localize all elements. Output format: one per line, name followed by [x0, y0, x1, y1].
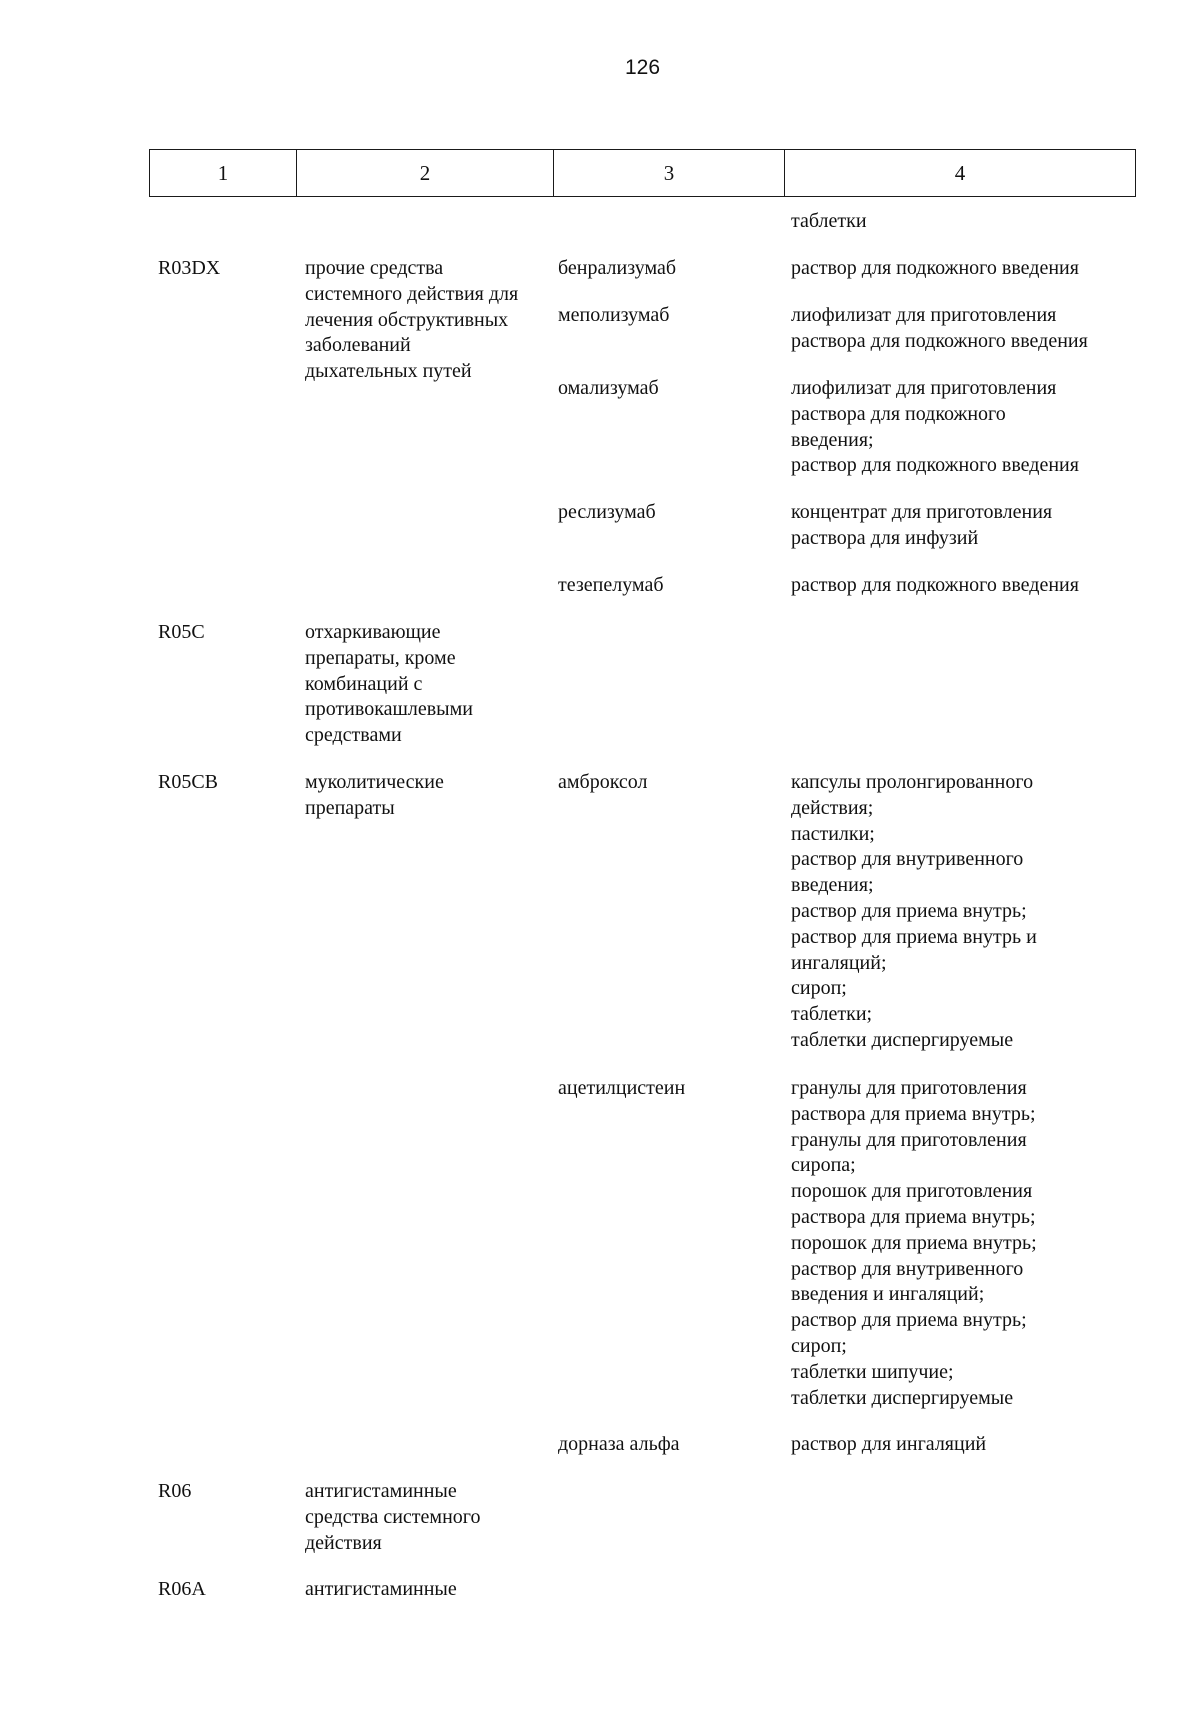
pharmacological-group: прочие средства системного действия для лечения обструктивных заболеваний дыхательных путей: [305, 257, 519, 383]
substance-name: амброксол: [558, 771, 648, 793]
table-header: [149, 149, 1136, 197]
substance-name: реслизумаб: [558, 501, 656, 523]
dosage-form: таблетки: [791, 210, 867, 232]
atc-code: R05C: [158, 621, 205, 643]
substance-name: ацетилцистеин: [558, 1077, 686, 1099]
atc-code: R05CB: [158, 771, 219, 793]
dosage-form: лиофилизат для приготовления раствора для подкожного введения; раствор для подкожного введения: [791, 377, 1079, 477]
dosage-form: капсулы пролонгированного действия; пастилки; раствор для внутривенного введения; раствор для приема внутрь; раствор для приема внутрь и ингаляций; сироп; таблетки; таблетки диспергируемые: [791, 771, 1037, 1051]
substance-name: тезепелумаб: [558, 574, 664, 596]
pharmacological-group: антигистаминные средства системного действия: [305, 1480, 481, 1554]
substance-name: бенрализумаб: [558, 257, 677, 279]
dosage-form: гранулы для приготовления раствора для приема внутрь; гранулы для приготовления сиропа; порошок для приготовления раствора для приема внутрь; порошок для приема внутрь; раствор для внутривенного введения и ингаляций; раствор для приема внутрь; сироп; таблетки шипучие; таблетки диспергируемые: [791, 1077, 1037, 1409]
dosage-form: лиофилизат для приготовления раствора для подкожного введения: [791, 304, 1088, 352]
atc-code: R06A: [158, 1578, 206, 1600]
atc-code: R06: [158, 1480, 192, 1502]
pharmacological-group: муколитические препараты: [305, 771, 444, 819]
atc-code: R03DX: [158, 257, 221, 279]
dosage-form: раствор для подкожного введения: [791, 257, 1079, 279]
pharmacological-group: отхаркивающие препараты, кроме комбинаций с противокашлевыми средствами: [305, 621, 473, 747]
column-header-4: 4: [785, 150, 1136, 197]
column-header-1: 1: [150, 150, 297, 197]
substance-name: омализумаб: [558, 377, 659, 399]
column-header-3: 3: [554, 150, 785, 197]
pharmacological-group: антигистаминные: [305, 1578, 457, 1600]
page-number: 126: [624, 56, 661, 79]
column-header-2: 2: [297, 150, 554, 197]
dosage-form: раствор для подкожного введения: [791, 574, 1079, 596]
dosage-form: концентрат для приготовления раствора для инфузий: [791, 501, 1053, 549]
dosage-form: раствор для ингаляций: [791, 1433, 987, 1455]
substance-name: меполизумаб: [558, 304, 670, 326]
substance-name: дорназа альфа: [558, 1433, 680, 1455]
